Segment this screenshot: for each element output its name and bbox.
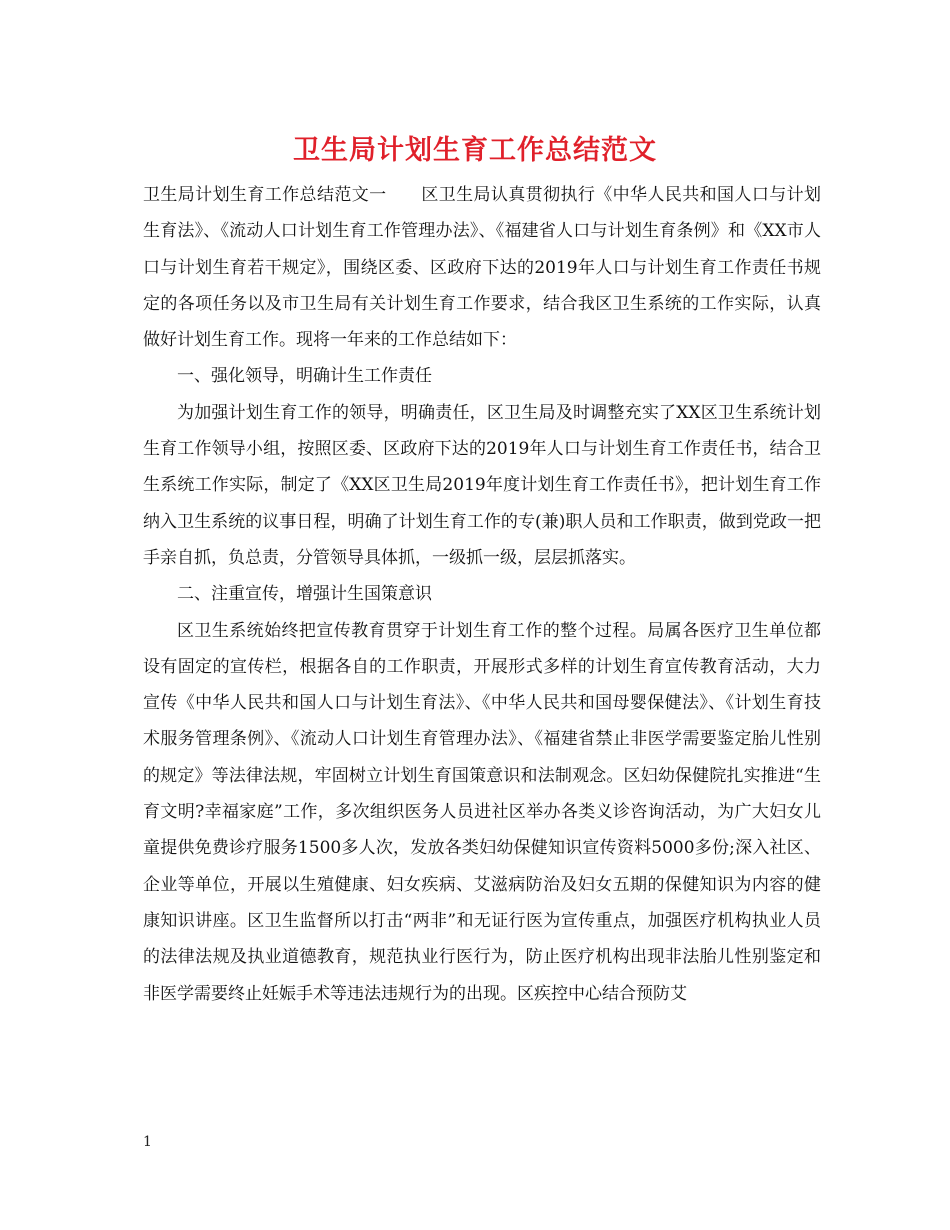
section-heading-1: 一、强化领导，明确计生工作责任 <box>177 366 432 387</box>
intro-paragraph: 卫生局计划生育工作总结范文一 区卫生局认真贯彻执行《中华人民共和国人口与计划生育法》、《流动人口计划生育工作管理办法》、《福建省人口与计划生育条例》和《XX市人口与计划生育若干规定》，围绕区委、区政府下达的2019年人口与计划生育工作责任书规定的各项任务以及市卫生局有关计划生育工作要求，结合我区卫生系统的工作实际，认真做好计划生育工作。现将一年来的工作总结如下： <box>143 185 821 351</box>
document-title: 卫生局计划生育工作总结范文 <box>293 135 657 166</box>
document-body <box>143 177 821 1012</box>
page-number: 1 <box>143 1134 152 1150</box>
body-paragraph: 区卫生系统始终把宣传教育贯穿于计划生育工作的整个过程。局属各医疗卫生单位都设有固定的宣传栏，根据各自的工作职责，开展形式多样的计划生育宣传教育活动，大力宣传《中华人民共和国人口与计划生育法》、《中华人民共和国母婴保健法》、《计划生育技术服务管理条例》、《流动人口计划生育管理办法》、《福建省禁止非医学需要鉴定胎儿性别的规定》等法律法规，牢固树立计划生育国策意识和法制观念。区妇幼保健院扎实推进“生育文明?幸福家庭”工作，多次组织医务人员进社区举办各类义诊咨询活动，为广大妇女儿童提供免费诊疗服务1500多人次，发放各类妇幼保健知识宣传资料5000多份;深入社区、企业等单位，开展以生殖健康、妇女疾病、艾滋病防治及妇女五期的保健知识为内容的健康知识讲座。区卫生监督所以打击“两非”和无证行医为宣传重点，加强医疗机构执业人员的法律法规及执业道德教育，规范执业行医行为，防止医疗机构出现非法胎儿性别鉴定和非医学需要终止妊娠手术等违法违规行为的出现。区疾控中心结合预防艾 <box>143 620 821 1004</box>
section-heading-2: 二、注重宣传，增强计生国策意识 <box>177 584 432 605</box>
body-paragraph: 为加强计划生育工作的领导，明确责任，区卫生局及时调整充实了XX区卫生系统计划生育工作领导小组，按照区委、区政府下达的2019年人口与计划生育工作责任书，结合卫生系统工作实际，制定了《XX区卫生局2019年度计划生育工作责任书》，把计划生育工作纳入卫生系统的议事日程，明确了计划生育工作的专(兼)职人员和工作职责，做到党政一把手亲自抓，负总责，分管领导具体抓，一级抓一级，层层抓落实。 <box>143 402 821 568</box>
